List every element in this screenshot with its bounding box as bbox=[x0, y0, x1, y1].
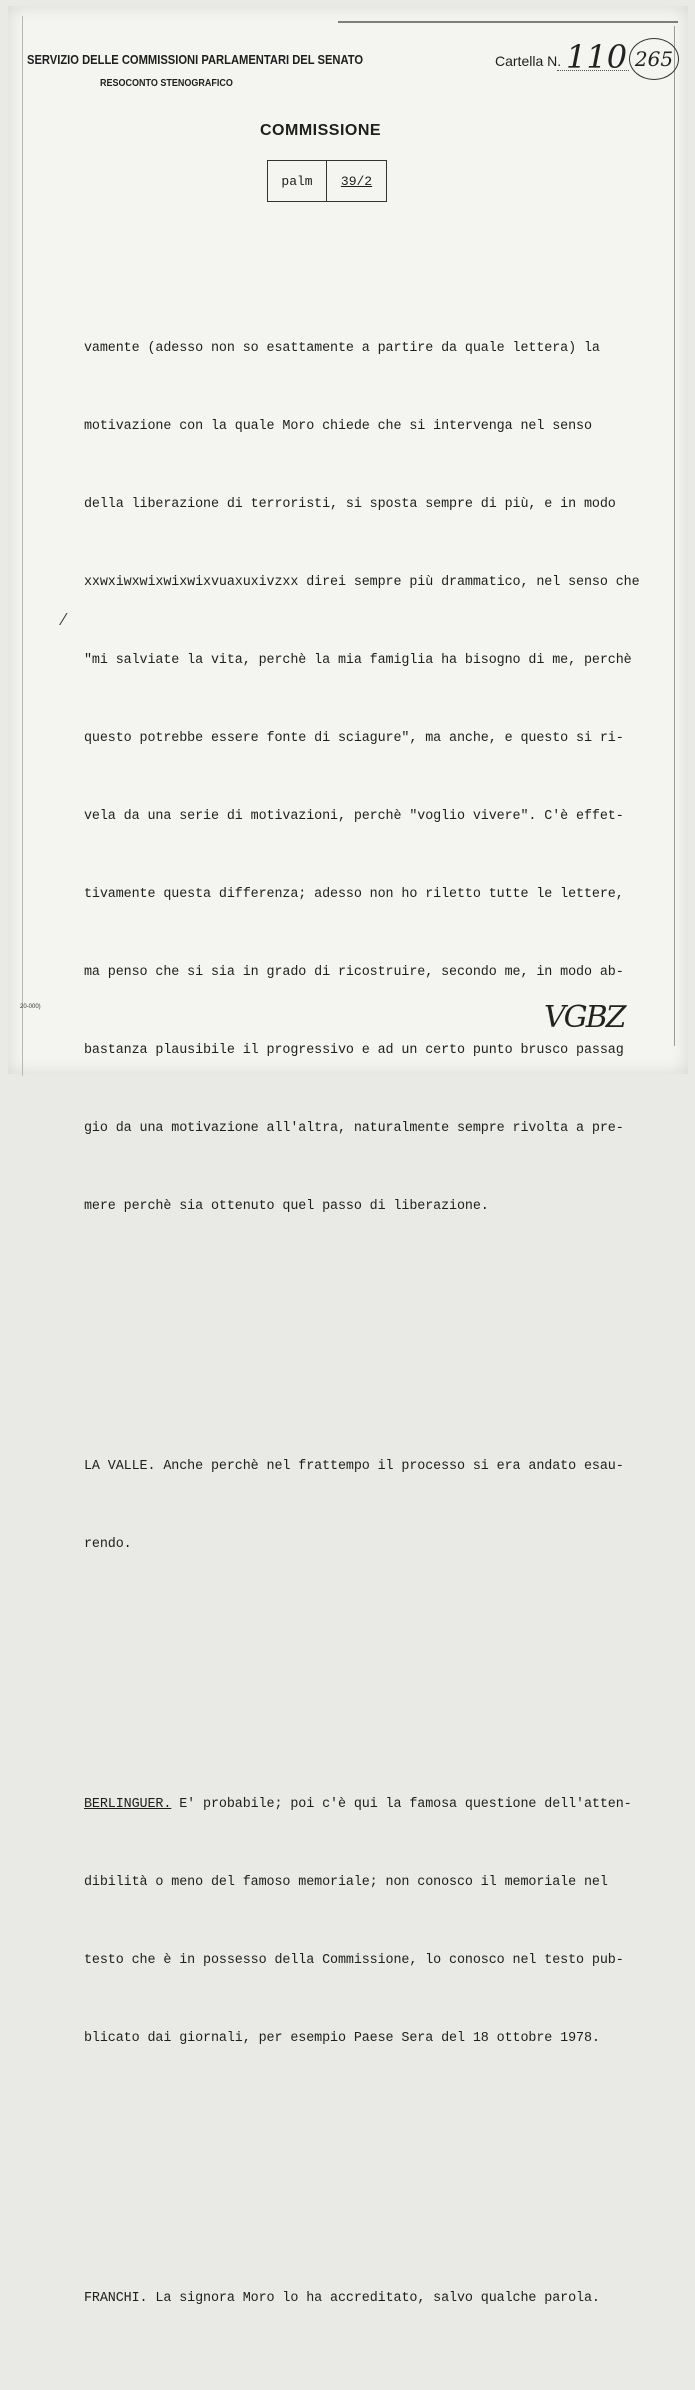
speaker-name: BERLINGUER. bbox=[84, 1797, 172, 1812]
handwritten-initials: VGBZ bbox=[544, 1000, 625, 1035]
paragraph-la-valle bbox=[84, 1402, 664, 1610]
top-rule bbox=[338, 21, 678, 23]
text-line: LA VALLE. Anche perchè nel frattempo il processo si era andato esau- bbox=[84, 1459, 624, 1474]
palm-number: 39/2 bbox=[340, 173, 373, 189]
text-line: "mi salviate la vita, perchè la mia famiglia ha bisogno di me, perchè bbox=[84, 653, 632, 668]
speaker-name: FRANCHI. bbox=[84, 2291, 148, 2306]
text-line: gio da una motivazione all'altra, naturalmente sempre rivolta a pre- bbox=[84, 1121, 624, 1136]
cartella-number: 110 bbox=[566, 38, 628, 76]
paragraph-1 bbox=[84, 284, 664, 1272]
speaker-name: LA VALLE. bbox=[84, 1459, 156, 1474]
margin-tick-mark: ⁄ bbox=[62, 610, 65, 629]
circled-page-number: 265 bbox=[629, 38, 679, 80]
text-line: vamente (adesso non so esattamente a partire da quale lettera) la bbox=[84, 341, 600, 356]
text-line: blicato dai giornali, per esempio Paese Sera del 18 ottobre 1978. bbox=[84, 2031, 600, 2046]
text-line: della liberazione di terroristi, si sposta sempre di più, e in modo bbox=[84, 497, 616, 512]
cartella-label: Cartella N. bbox=[495, 53, 562, 69]
footer-form-code: 20-000) bbox=[20, 1004, 41, 1010]
text-line: questo potrebbe essere fonte di sciagure", ma anche, e questo si ri- bbox=[84, 731, 624, 746]
document-title: COMMISSIONE bbox=[260, 122, 382, 139]
text-line: tivamente questa differenza; adesso non ho riletto tutte le lettere, bbox=[84, 887, 624, 902]
organization-header: SERVIZIO DELLE COMMISSIONI PARLAMENTARI DEL SENATO bbox=[27, 52, 364, 67]
text-line: xxwxiwxwixwixwixvuaxuxivzxx direi sempre più drammatico, nel senso che bbox=[84, 575, 640, 590]
text-line: testo che è in possesso della Commissione, lo conosco nel testo pub- bbox=[84, 1953, 624, 1968]
left-margin-line bbox=[22, 16, 23, 1076]
paragraph-franchi bbox=[84, 2234, 664, 2364]
text-line: mere perchè sia ottenuto quel passo di liberazione. bbox=[84, 1199, 489, 1214]
text-line: BERLINGUER. E' probabile; poi c'è qui la famosa questione dell'atten- bbox=[84, 1797, 632, 1812]
text-line: FRANCHI. La signora Moro lo ha accreditato, salvo qualche parola. bbox=[84, 2291, 600, 2306]
text-line: rendo. bbox=[84, 1537, 132, 1552]
palm-label: palm bbox=[268, 161, 327, 201]
palm-box bbox=[267, 160, 387, 202]
right-margin-line bbox=[674, 26, 675, 1046]
paragraph-berlinguer bbox=[84, 1740, 664, 2104]
report-subtitle: RESOCONTO STENOGRAFICO bbox=[100, 78, 233, 89]
text-line: bastanza plausibile il progressivo e ad un certo punto brusco passag bbox=[84, 1043, 624, 1058]
text-line: dibilità o meno del famoso memoriale; non conosco il memoriale nel bbox=[84, 1875, 608, 1890]
text-line: ma penso che si sia in grado di ricostruire, secondo me, in modo ab- bbox=[84, 965, 624, 980]
text-line: vela da una serie di motivazioni, perchè "voglio vivere". C'è effet- bbox=[84, 809, 624, 824]
text-line: motivazione con la quale Moro chiede che si intervenga nel senso bbox=[84, 419, 592, 434]
transcript-body bbox=[84, 232, 664, 2390]
